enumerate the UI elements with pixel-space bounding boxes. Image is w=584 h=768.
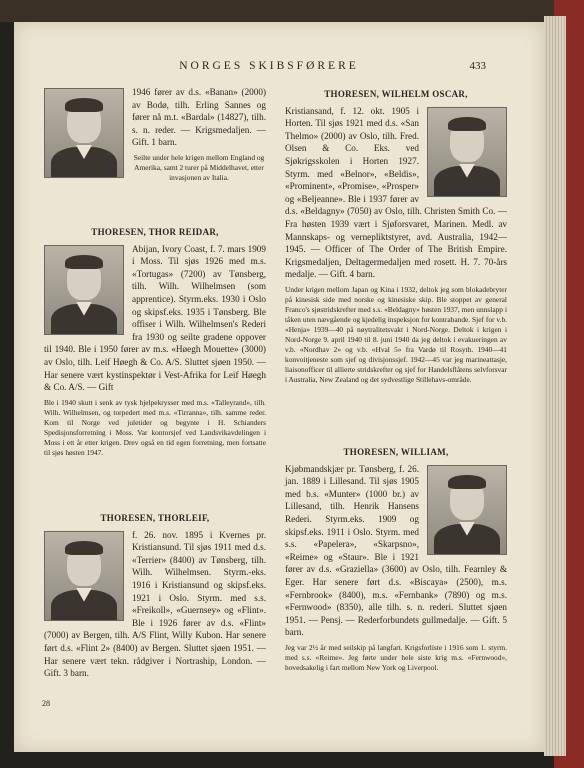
- entry-note: Seilte under hele krigen mellom England og Amerika, samt 2 turer på Middelhavet, etter invasjonen av Italia.: [133, 152, 265, 182]
- page-edges: [544, 16, 566, 756]
- entry-heading: THORESEN, WILHELM OSCAR,: [324, 89, 468, 99]
- book-spine-top: [0, 0, 584, 22]
- entry-note: Ble i 1940 skutt i senk av tysk hjelpekrysser med m.s. «Talleyrand», tilh. Wilh. Wilhelmsen, og torpedert med m.s. «Tirranna», tilh. samme reder. Kom til Norge ved juletider og begynte i H. Schianders Spedisjonsforretning i Moss. Var kontorsjef ved Landsvikavdelingen i Moss i ett år etter krigen. Drev også en tid egen forretning, men fortsatte til sjøs høsten 1947.: [44, 397, 266, 457]
- entry-text: Abijan, Ivory Coast, f. 7. mars 1909 i Moss. Til sjøs 1926 med m.s. «Tortugas» (7200) av Tønsberg, tilh. Wilh. Wilhelmsen (som apprentice). Styrm.eks. 1930 i Oslo og skipsf.eks. 1935 i Tønsberg. Ble offiser i Wilh. Wilhelmsen's Rederi fra 1930 og seilte gradene oppover til 1940. Ble i 1950 fører av m.s. «Høegh Mouette» (3000) av Oslo, tilh. Leif Høegh & Co. A/S. Sluttet sjøen 1950. — Har senere vært kystinspektør i Vest-Afrika for Leif Høegh & Co. A/S. — Gift: [44, 243, 266, 393]
- entry-text: 1946 fører av d.s. «Banan» (2000) av Bodø, tilh. Erling Sannes og fører nå m.t. «Bardal» (14827), tilh. s. n. reder. — Krigsmedaljen. — Gift. 1 barn.: [132, 87, 266, 148]
- entry-text: Kjøbmandskjær pr. Tønsberg, f. 26. jan. 1889 i Lillesand. Til sjøs 1905 med b.s. «Munter» (1000 br.) av Lillesand, tilh. Henrik Hansens Rederi. Styrm.eks. 1909 og skipsf.eks. 1911 i Oslo. Styrm. med s.s. «Papelera», «Skarpsno», «Reime» og «Staur». Ble i 1921 fører av d.s. «Graziella» (3600) av Oslo, tilh. Fearnley & Eger. Har senere ført d.s. «Biscaya» (2500), m.s. «Fernbrook» (8400), m.s. «Fernbank» (7890) og m.s. «Fernwood» (8350), alle tilh. s. n. rederi. Sluttet sjøen 1951. — Pensj. — Rederforbundets gullmedalje. — Gift. 5 barn.: [285, 463, 507, 638]
- portrait-photo: [44, 531, 124, 621]
- page-number: 433: [469, 60, 486, 72]
- portrait-photo: [44, 245, 124, 335]
- running-title: NORGES SKIBSFØRERE: [179, 60, 359, 72]
- portrait-photo: [427, 465, 507, 555]
- entry-note: Jeg var 2½ år med seilskip på langfart. Krigsforliste i 1916 som 1. styrm. med s.s. «Reime». Jeg førte under hele siste krig m.s. «Fernwood», hovedsakelig i fart mellom New York og Liverpool.: [285, 642, 507, 672]
- portrait-photo: [44, 88, 124, 178]
- entry-text: f. 26. nov. 1895 i Kvernes pr. Kristiansund. Til sjøs 1911 med d.s. «Terrier» (8400) av Tønsberg, tilh. Wilh. Wilhelmsen. Styrm.-eks. 1916 i Kristiansund og skipsf.eks. 1921 i Oslo. Styrm. med s.s. «Freikoll», «Guernsey» og «Flint». Ble i 1926 fører av d.s. «Flint» (7000) av Bergen, tilh. A/S Flint, Willy Kubon. Har senere ført d.s. «Flint 2» (8400) av Bergen. Sluttet sjøen 1951. — Har senere vært tekn. rådgiver i Nortraship, London. — Gift. 3 barn.: [44, 529, 266, 679]
- entry-thor-reidar: [44, 226, 266, 458]
- signature-mark: 28: [42, 699, 50, 708]
- entry-text: Kristiansand, f. 12. okt. 1905 i Horten. Til sjøs 1921 med d.s. «San Thelmo» (2000) av Oslo, tilh. Fred. Olsen & Co. Eks. ved Sjøkrigsskolen i Horten 1927. Styrm. med «Belnor», «Beldis», «Prominent», «Promise», «Prosper» og «Beljeanne». Ble i 1937 fører av d.s. «Beldagny» (7050) av Oslo, tilh. Christen Smith Co. — Fra høsten 1939 vært i Sjøforsvaret, Marinen. Medl. av Mannskaps- og vernepliktstyret, avd. Australia, 1942—1945. — Officer of The Order of The British Empire. Krigsmedaljen, Deltagermedaljen med rosett. H. 7. 70-års medalje. — Gift. 4 barn.: [285, 105, 507, 280]
- entry-continued: [44, 86, 266, 183]
- entry-note: Under krigen mellom Japan og Kina i 1932, deltok jeg som blokadebryter på kinesisk side med norske og kinesiske skip. Ble stoppet av general Franco's sjøstridskrefter med s.s. «Beldagny» høsten 1937, men unnslapp i tåken uten nævgående og kjedelig inspeksjon for kontrabande. Sjef for v.b. «Henja» 1939—40 på nøytralitetsvakt i Nord-Norge. Deltok i krigen i Nord-Norge 9. april 1940 til 8. juni 1940 da jeg deltok i evakueringen av v.b. «Nordhav 2» og v.b. «Hval 5» fra Vardø til Rosyth. 1940—41 konvoitjeneste som sjef og divisjonssjef. 1942—45 var jeg marineattasje, liaisonofficer til allierte stridskrefter og sjef for Handelsflåtens selvforsvar i Australia, New Zealand og det sydvestlige Stillehavs-område.: [285, 284, 507, 384]
- book-page: [14, 22, 544, 752]
- entry-heading: THORESEN, THOR REIDAR,: [91, 227, 219, 237]
- portrait-photo: [427, 107, 507, 197]
- entry-heading: THORESEN, THORLEIF,: [100, 513, 210, 523]
- entry-wilhelm-oscar: [285, 88, 507, 385]
- entry-william: [285, 446, 507, 673]
- entry-thorleif: [44, 512, 266, 680]
- entry-heading: THORESEN, WILLIAM,: [343, 447, 449, 457]
